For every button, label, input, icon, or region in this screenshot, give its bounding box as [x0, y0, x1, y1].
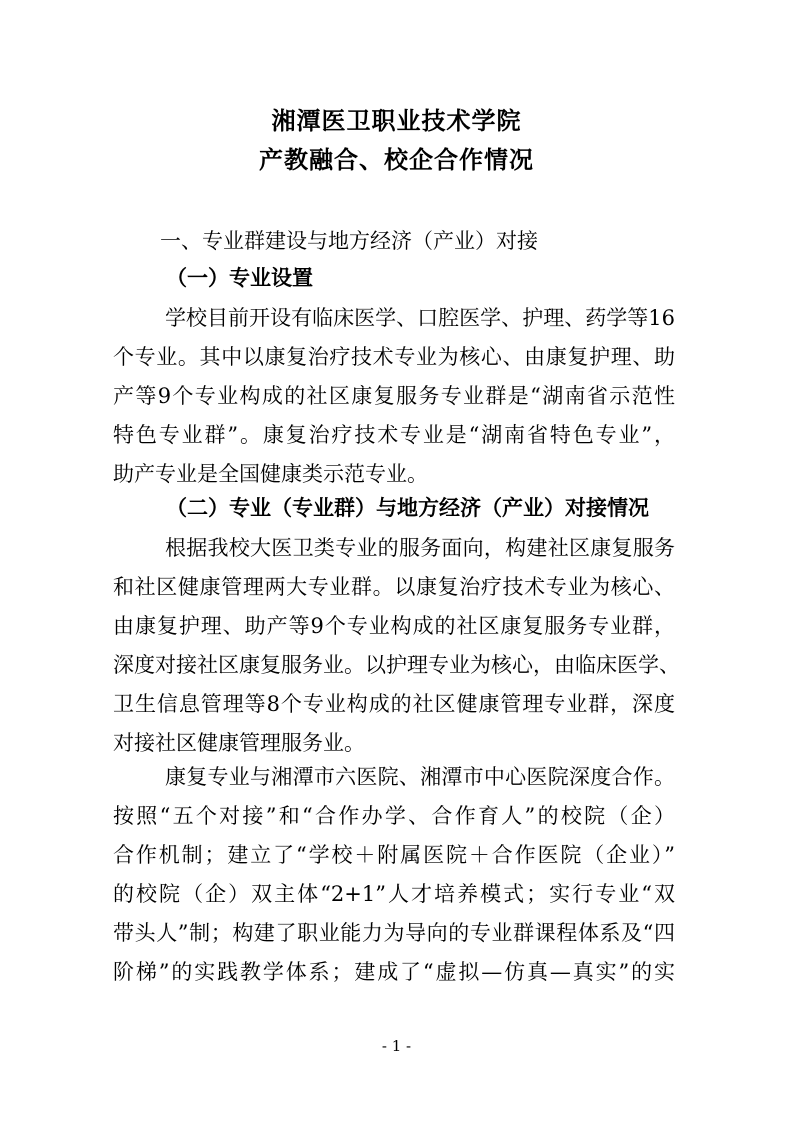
paragraph-line: 产等9个专业构成的社区康复服务专业群是“湖南省示范性 [113, 384, 675, 408]
paragraph-line: 对接社区健康管理服务业。 [113, 731, 365, 755]
paragraph-line: 个专业。其中以康复治疗技术专业为核心、由康复护理、助 [113, 345, 675, 369]
paragraph-line: 按照“五个对接”和“合作办学、合作育人”的校院（企） [113, 804, 675, 828]
document-title: 湘潭医卫职业技术学院 [271, 106, 522, 135]
paragraph-line: 深度对接社区康复服务业。以护理专业为核心，由临床医学、 [113, 653, 680, 677]
subsection-heading-2: （二）专业（专业群）与地方经济（产业）对接情况 [166, 495, 649, 520]
paragraph-line: 和社区健康管理两大专业群。以康复治疗技术专业为核心、 [113, 575, 675, 599]
paragraph-line: 学校目前开设有临床医学、口腔医学、护理、药学等16 [165, 306, 675, 330]
paragraph-line: 助产专业是全国健康类示范专业。 [113, 462, 428, 486]
section-heading-1: 一、专业群建设与地方经济（产业）对接 [160, 229, 538, 253]
page-number: - 1 - [381, 1037, 412, 1055]
subsection-heading-1: （一）专业设置 [166, 265, 313, 290]
paragraph-line: 由康复护理、助产等9个专业构成的社区康复服务专业群， [113, 614, 675, 638]
document-subtitle: 产教融合、校企合作情况 [259, 145, 534, 174]
paragraph-line: 康复专业与湘潭市六医院、湘潭市中心医院深度合作。 [165, 765, 675, 789]
paragraph-line: 的校院（企）双主体“2+1”人才培养模式；实行专业“双 [113, 882, 675, 906]
paragraph-line: 特色专业群”。康复治疗技术专业是“湖南省特色专业”， [113, 423, 675, 447]
paragraph-3 [113, 758, 675, 992]
paragraph-line: 卫生信息管理等8个专业构成的社区健康管理专业群，深度 [113, 692, 675, 716]
paragraph-line: 阶梯”的实践教学体系；建成了“虚拟—仿真—真实”的实 [113, 960, 675, 984]
paragraph-2 [113, 529, 680, 763]
paragraph-line: 带头人”制；构建了职业能力为导向的专业群课程体系及“四 [113, 921, 675, 945]
paragraph-line: 根据我校大医卫类专业的服务面向，构建社区康复服务 [165, 536, 675, 560]
paragraph-line: 合作机制；建立了“学校＋附属医院＋合作医院（企业）” [113, 843, 675, 867]
paragraph-1 [113, 299, 675, 494]
